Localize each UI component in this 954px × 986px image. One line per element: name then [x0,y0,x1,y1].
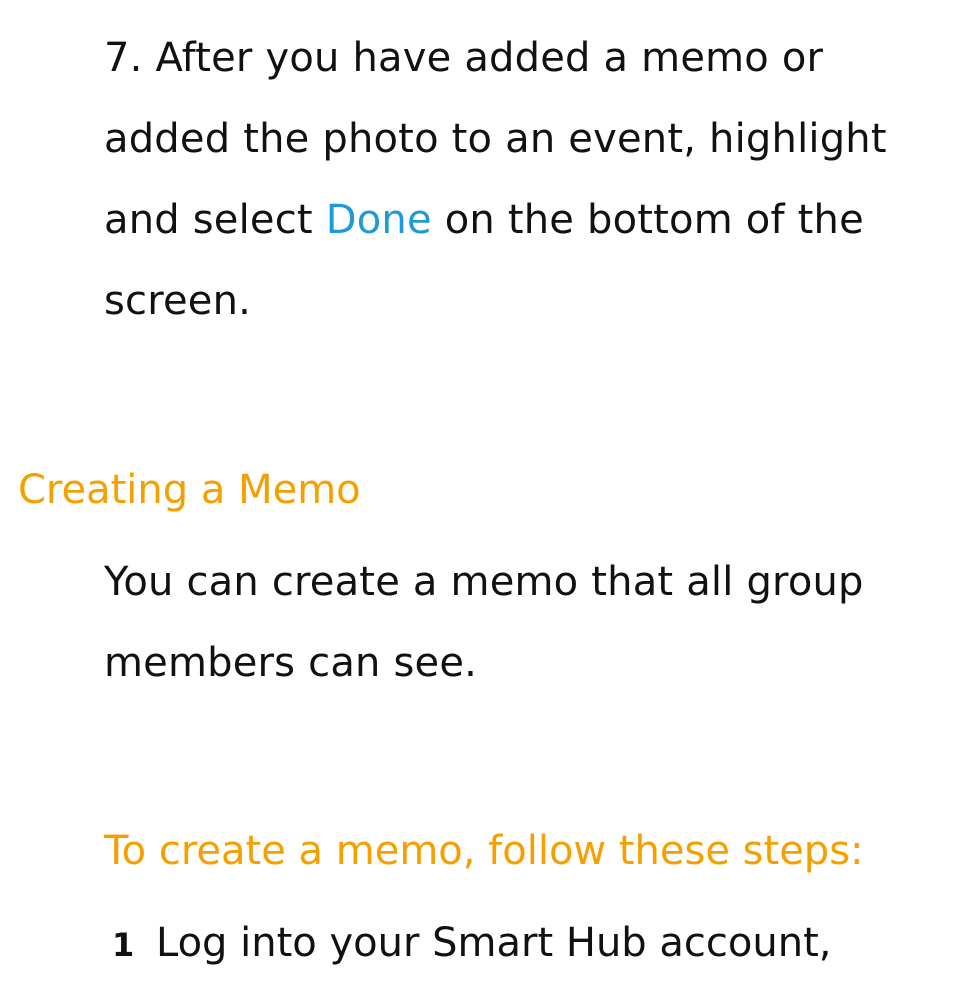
step-text: Log into your Smart Hub account, [156,920,832,966]
section-heading-creating-memo: Creating a Memo [18,467,361,513]
step-item [104,903,831,986]
step-number: 1 [112,926,135,964]
steps-heading: To create a memo, follow these steps: [104,828,864,874]
step-7-paragraph [104,18,924,342]
step-7-text-after: on the bottom of the screen. [104,197,864,324]
step-7-text-before: 7. After you have added a memo or added the photo to an event, highlight and select [104,35,887,243]
section-intro-paragraph: You can create a memo that all group members can see. [104,559,864,686]
done-link[interactable]: Done [325,197,432,243]
